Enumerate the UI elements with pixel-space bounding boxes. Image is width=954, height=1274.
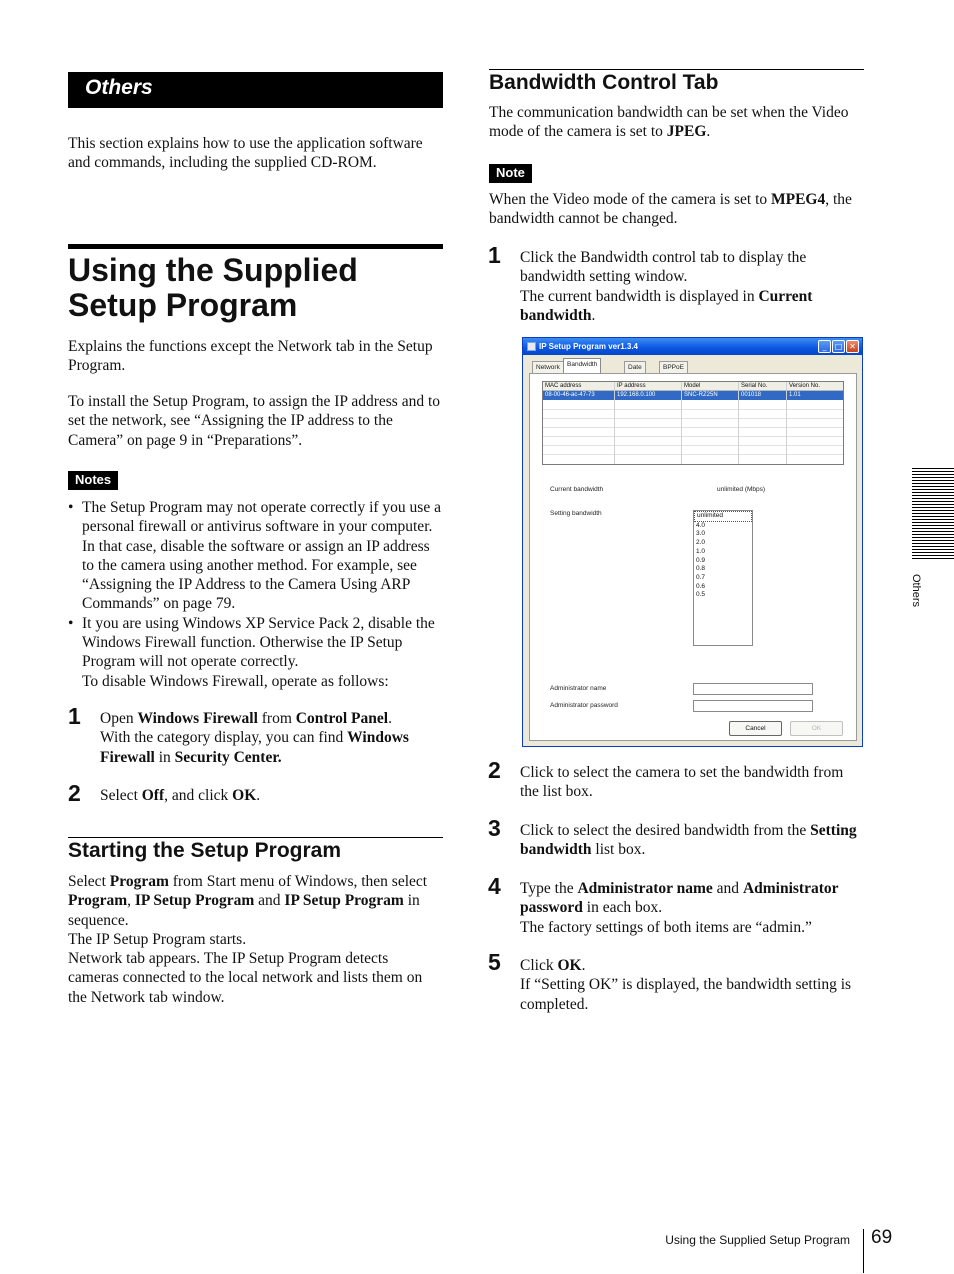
administrator-name-label: Administrator name bbox=[550, 685, 607, 692]
list-item[interactable]: 0.5 bbox=[696, 591, 706, 599]
step-number: 2 bbox=[488, 757, 501, 783]
administrator-password-label: Administrator password bbox=[550, 702, 618, 709]
tab-bandwidth-control[interactable]: Bandwidth bbox=[563, 358, 601, 374]
current-bandwidth-value: unlimited (Mbps) bbox=[717, 486, 766, 493]
table-cell[interactable]: 192.168.0.100 bbox=[617, 392, 656, 398]
step-number: 4 bbox=[488, 873, 501, 899]
bandwidth-note: When the Video mode of the camera is set to MPEG4, the bandwidth cannot be changed. bbox=[489, 191, 852, 228]
side-section-label: Others bbox=[910, 574, 922, 608]
column-header[interactable]: MAC address bbox=[545, 383, 582, 389]
list-item[interactable]: unlimited bbox=[694, 511, 752, 522]
table-cell[interactable]: 1.01 bbox=[789, 392, 801, 398]
right-step-5: Click OK. If “Setting OK” is displayed, the bandwidth setting is completed. bbox=[520, 957, 852, 1013]
cancel-button[interactable]: Cancel bbox=[729, 721, 782, 736]
table-cell[interactable]: 001018 bbox=[741, 392, 762, 398]
column-header[interactable]: Model bbox=[684, 383, 701, 389]
column-header[interactable]: Serial No. bbox=[741, 383, 768, 389]
note-item: • It you are using Windows XP Service Pack 2, disable the Windows Firewall function. Otherwise the IP Setup Program will not operate correctly. To disable Windows Firewall, operate as follows: bbox=[68, 614, 444, 691]
setup-program-window bbox=[522, 337, 863, 747]
maximize-icon[interactable]: □ bbox=[832, 340, 845, 353]
list-item[interactable]: 1.0 bbox=[696, 547, 706, 555]
window-title-bar bbox=[523, 338, 862, 355]
column-header[interactable]: IP address bbox=[617, 383, 646, 389]
right-step-2: Click to select the camera to set the bandwidth from the list box. bbox=[520, 764, 844, 801]
bandwidth-control-panel bbox=[529, 373, 857, 741]
right-step-3: Click to select the desired bandwidth from the Setting bandwidth list box. bbox=[520, 822, 857, 859]
section-thumb-tab bbox=[912, 468, 954, 560]
subheading-rule bbox=[68, 837, 443, 838]
list-item[interactable]: 2.0 bbox=[696, 539, 706, 547]
table-cell[interactable]: 08-00-46-ac-47-73 bbox=[545, 392, 595, 398]
list-item[interactable]: 0.6 bbox=[696, 582, 706, 590]
page-number: 69 bbox=[871, 1227, 893, 1248]
note-item: • The Setup Program may not operate correctly if you use a personal firewall or antivirus software in your computer. In that case, disable the software or assign an IP address to the camera using another method. For example, see “Assigning the IP Address to the Camera Using ARP Commands” on page 79. bbox=[68, 498, 444, 614]
heading-rule bbox=[489, 69, 864, 70]
footer-rule bbox=[863, 1229, 864, 1273]
ok-button[interactable]: OK bbox=[790, 721, 843, 736]
left-step-2: Select Off, and click OK. bbox=[100, 787, 261, 804]
subheading-starting: Starting the Setup Program bbox=[68, 839, 342, 862]
step-number: 3 bbox=[488, 815, 501, 841]
administrator-password-input[interactable] bbox=[693, 700, 813, 712]
note-label: Note bbox=[489, 164, 532, 183]
list-item[interactable]: 0.9 bbox=[696, 556, 706, 564]
section-intro: This section explains how to use the application software and commands, including the supplied CD-ROM. bbox=[68, 135, 423, 172]
footer-title: Using the Supplied Setup Program bbox=[665, 1233, 850, 1247]
heading-bandwidth-control-tab: Bandwidth Control Tab bbox=[489, 71, 719, 94]
explains-paragraph: Explains the functions except the Network tab in the Setup Program. bbox=[68, 338, 433, 375]
column-header[interactable]: Version No. bbox=[789, 383, 821, 389]
tab-bppoe[interactable]: BPPoE bbox=[659, 361, 688, 374]
setting-bandwidth-listbox[interactable] bbox=[693, 510, 753, 646]
list-item[interactable]: 0.8 bbox=[696, 565, 706, 573]
tab-network[interactable]: Network bbox=[532, 361, 564, 374]
notes-list bbox=[68, 498, 444, 691]
table-cell[interactable]: SNC-RZ25N bbox=[684, 392, 718, 398]
step-number: 2 bbox=[68, 780, 81, 806]
minimize-icon[interactable]: _ bbox=[818, 340, 831, 353]
bandwidth-intro: The communication bandwidth can be set when the Video mode of the camera is set to JPEG. bbox=[489, 104, 849, 141]
left-step-1: Open Windows Firewall from Control Panel. With the category display, you can find Windows Firewall in Security Center. bbox=[100, 710, 409, 766]
section-header-others: Others bbox=[68, 72, 443, 108]
app-icon bbox=[527, 342, 536, 351]
close-icon[interactable]: ✕ bbox=[846, 340, 859, 353]
setting-bandwidth-label: Setting bandwidth bbox=[550, 510, 602, 517]
administrator-name-input[interactable] bbox=[693, 683, 813, 695]
list-item[interactable]: 0.7 bbox=[696, 573, 706, 581]
install-paragraph: To install the Setup Program, to assign the IP address and to set the network, see “Assigning the IP address to the Camera” on page 9 in “Preparations”. bbox=[68, 393, 441, 449]
list-item[interactable]: 3.0 bbox=[696, 530, 706, 538]
notes-label: Notes bbox=[68, 471, 118, 490]
camera-list[interactable] bbox=[542, 381, 844, 465]
list-item[interactable]: 4.0 bbox=[696, 521, 706, 529]
starting-paragraph: Select Program from Start menu of Windows, then select Program, IP Setup Program and IP Setup Program in sequence. The IP Setup Program starts. Network tab appears. The IP Setup Program detects cameras connected to the local network and lists them on the Network tab window. bbox=[68, 873, 428, 1006]
step-number: 1 bbox=[488, 242, 501, 268]
tab-date-time[interactable]: Date bbox=[624, 361, 646, 374]
right-step-4: Type the Administrator name and Administrator password in each box. The factory settings of both items are “admin.” bbox=[520, 880, 839, 936]
window-title: IP Setup Program ver1.3.4 bbox=[539, 342, 639, 351]
page-title: Using the Supplied Setup Program bbox=[68, 252, 358, 323]
title-rule bbox=[68, 244, 443, 249]
right-step-1: Click the Bandwidth control tab to display the bandwidth setting window. The current bandwidth is displayed in Current bandwidth. bbox=[520, 249, 813, 324]
step-number: 5 bbox=[488, 949, 501, 975]
current-bandwidth-label: Current bandwidth bbox=[550, 486, 604, 493]
step-number: 1 bbox=[68, 703, 81, 729]
